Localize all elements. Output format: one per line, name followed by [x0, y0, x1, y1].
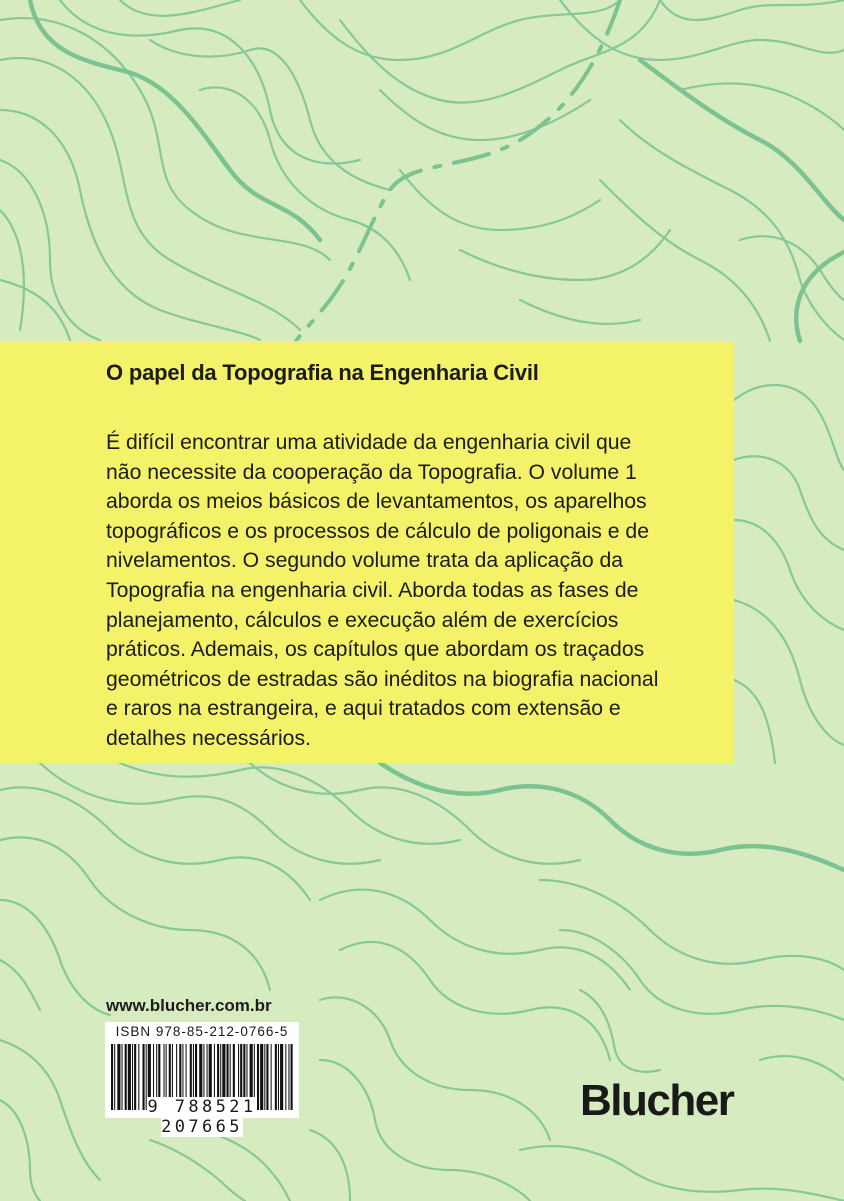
barcode-digits: 9 788521 207665: [147, 1097, 257, 1137]
isbn-barcode: [105, 1022, 299, 1137]
publisher-logo: Blucher: [580, 1076, 734, 1125]
panel-body-text: É difícil encontrar uma atividade da engenharia civil que não necessite da cooperação da Topografia. O volume 1 aborda os meios básicos de levantamentos, os aparelhos topográficos e os processos de cálculo de poligonais e de nivelamentos. O segundo volume trata da aplicação da Topografia na engenharia civil. Aborda todas as fases de planejamento, cálculos e execução além de exercícios práticos. Ademais, os capítulos que abordam os traçados geométricos de estradas são inéditos na biografia nacional e raros na estrangeira, e aqui tratados com extensão e detalhes necessários.: [106, 431, 659, 750]
isbn-label: ISBN 978-85-212-0766-5: [115, 1024, 289, 1039]
panel-title: O papel da Topografia na Engenharia Civil: [106, 360, 539, 385]
publisher-website: www.blucher.com.br: [106, 996, 272, 1015]
